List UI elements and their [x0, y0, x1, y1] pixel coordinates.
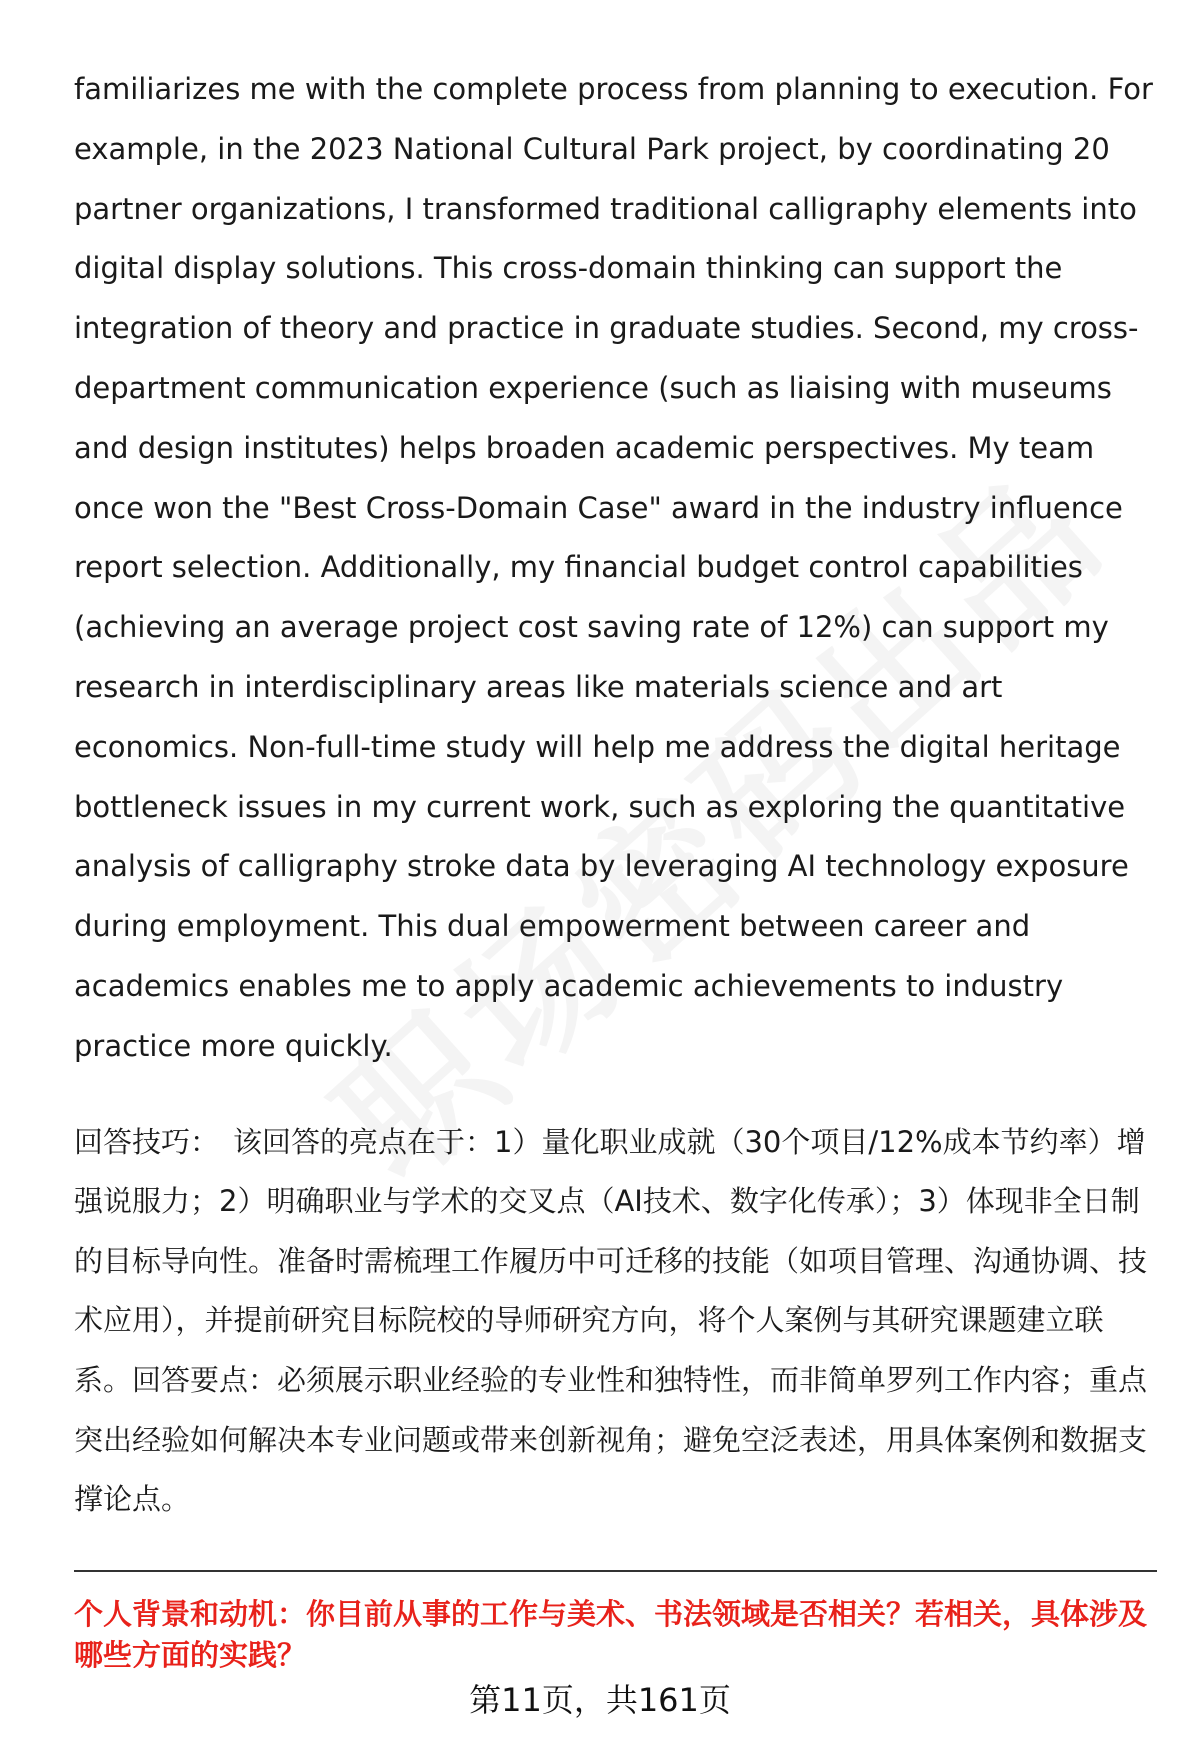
page-content: [74, 60, 1154, 1676]
page-number-footer: 第11页，共161页: [469, 1681, 731, 1719]
tip-text: 该回答的亮点在于：1）量化职业成就（30个项目/12%成本节约率）增强说服力；2）明确职业与学术的交叉点（AI技术、数字化传承）；3）体现非全日制的目标导向性。准备时需梳理工作履历中可迁移的技能（如项目管理、沟通协调、技术应用），并提前研究目标院校的导师研究方向，将个人案例与其研究课题建立联系。回答要点：必须展示职业经验的专业性和独特性，而非简单罗列工作内容；重点突出经验如何解决本专业问题或带来创新视角；避免空泛表述，用具体案例和数据支撑论点。: [74, 1124, 1148, 1517]
answer-tip-paragraph: [74, 1113, 1154, 1530]
answer-paragraph: familiarizes me with the complete process from planning to execution. For example, in the 2023 National Cultural Park project, by coordinating 20 partner organizations, I transformed traditional calligraphy elements into digital display solutions. This cross-domain thinking can support the integration of theory and practice in graduate studies. Second, my cross-department communication experience (such as liaising with museums and design institutes) helps broaden academic perspectives. My team once won the "Best Cross-Domain Case" award in the industry influence report selection. Additionally, my financial budget control capabilities (achieving an average project cost saving rate of 12%) can support my research in interdisciplinary areas like materials science and art economics. Non-full-time study will help me address the digital heritage bottleneck issues in my current work, such as exploring the quantitative analysis of calligraphy stroke data by leveraging AI technology exposure during employment. This dual empowerment between career and academics enables me to apply academic achievements to industry practice more quickly.: [74, 72, 1153, 1063]
tip-label: 回答技巧：: [74, 1124, 220, 1159]
section-divider: [74, 1570, 1157, 1572]
next-question-heading: 个人背景和动机：你目前从事的工作与美术、书法领域是否相关？若相关，具体涉及哪些方面的实践？: [74, 1596, 1148, 1672]
